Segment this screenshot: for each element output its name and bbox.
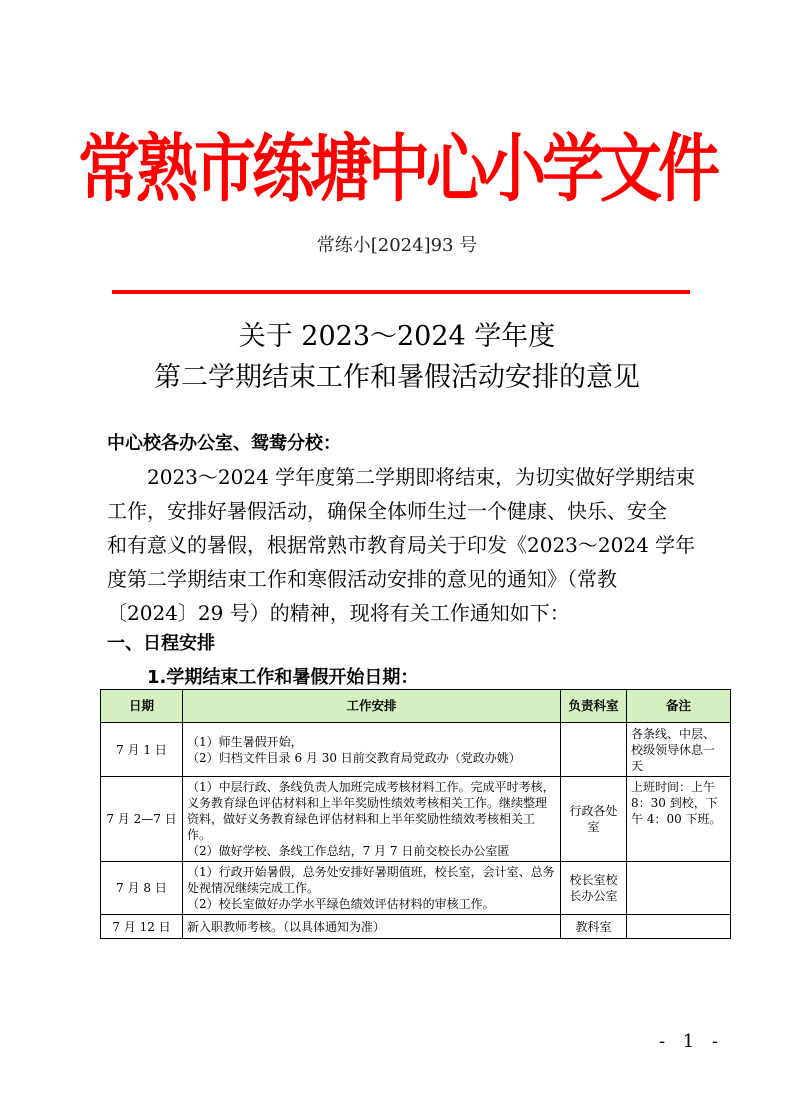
document-number: 常练小[2024]93 号 — [316, 235, 478, 256]
column-header-work: 工作安排 — [183, 690, 561, 723]
cell-dept: 行政各处室 — [561, 777, 627, 862]
work-item: （2）归档文件目录 6 月 30 日前交教育局党政办（党政办姚） — [187, 750, 521, 765]
cell-date: 7 月 8 日 — [101, 862, 183, 915]
header-divider — [112, 290, 690, 294]
work-item: （1）中层行政、条线负责人加班完成考核材料工作。完成平时考核，义务教育绿色评估材料和上半年奖励性绩效考核相关工作。继续整理资料，做好义务教育绿色评估材料和上半年奖励性绩效考核相关工作。 — [187, 780, 555, 842]
work-item: （1）师生暑假开始， — [187, 734, 303, 749]
cell-date: 7 月 12 日 — [101, 915, 183, 939]
cell-work — [183, 723, 561, 777]
cell-work — [183, 862, 561, 915]
body-paragraph-line: 度第二学期结束工作和寒假活动安排的意见的通知》（常教 — [107, 567, 617, 591]
cell-date: 7 月 2—7 日 — [101, 777, 183, 862]
cell-note — [627, 862, 731, 915]
cell-dept: 教科室 — [561, 915, 627, 939]
column-header-dept: 负责科室 — [561, 690, 627, 723]
column-header-date: 日期 — [101, 690, 183, 723]
table-row — [101, 723, 731, 777]
table-row — [101, 777, 731, 862]
schedule-table — [100, 689, 731, 939]
work-item: （1）行政开始暑假，总务处安排好暑期值班，校长室，会计室、总务处视情况继续完成工作。 — [187, 865, 555, 895]
column-header-note: 备注 — [627, 690, 731, 723]
subsection-heading: 1.学期结束工作和暑假开始日期： — [147, 667, 419, 688]
body-paragraph-line: 和有意义的暑假，根据常熟市教育局关于印发《2023～2024 学年 — [107, 533, 696, 557]
addressee: 中心校各办公室、鸳鸯分校： — [107, 433, 341, 454]
work-item: （2）做好学校、条线工作总结，7 月 7 日前交校长办公室匿 — [187, 844, 510, 858]
cell-dept: 校长室校长办公室 — [561, 862, 627, 915]
page-number: - 1 - — [658, 1031, 724, 1052]
document-header-title: 常熟市练塘中心小学文件 — [77, 125, 716, 212]
work-item: 新入职教师考核。（以具体通知为准） — [187, 919, 386, 934]
cell-note: 上班时间：上午 8：30 到校，下午 4：00 下班。 — [627, 777, 731, 862]
cell-work — [183, 777, 561, 862]
section-heading: 一、日程安排 — [107, 633, 215, 654]
cell-dept — [561, 723, 627, 777]
table-header-row — [101, 690, 731, 723]
cell-note — [627, 915, 731, 939]
table-row — [101, 915, 731, 939]
body-paragraph-line: 〔2024〕29 号）的精神，现将有关工作通知如下： — [107, 601, 570, 625]
cell-date: 7 月 1 日 — [101, 723, 183, 777]
body-paragraph-line: 工作，安排好暑假活动，确保全体师生过一个健康、快乐、安全 — [107, 499, 667, 523]
cell-note: 各条线、中层、校级领导休息一天 — [627, 723, 731, 777]
table-row — [101, 862, 731, 915]
cell-work — [183, 915, 561, 939]
document-title-line-2: 第二学期结束工作和暑假活动安排的意见 — [154, 362, 640, 393]
work-item: （2）校长室做好办学水平绿色绩效评估材料的审核工作。 — [187, 897, 495, 911]
body-paragraph-line: 2023～2024 学年度第二学期即将结束，为切实做好学期结束 — [147, 465, 696, 489]
document-title-line-1: 关于 2023～2024 学年度 — [238, 321, 556, 352]
